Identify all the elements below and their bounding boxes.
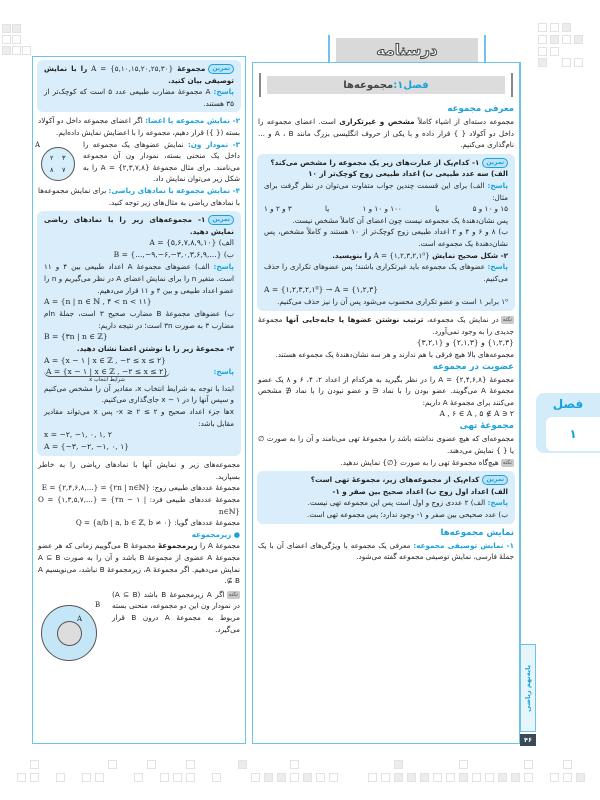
exercise-question: ۱- کدام‌یک از عبارت‌های زیر یک مجموعه را مشخص می‌کند؟ [270,157,480,167]
decorative-square [95,773,104,782]
decorative-square [498,773,507,782]
venn-diagram-small: A ۲ ۳ ۸ ۷ [35,141,79,185]
decorative-square [134,773,143,782]
decorative-square [472,773,481,782]
ex4-q2-answer: پاسخ: A = {x − ۱ | x ∈ ℤ , −۲ ≤ x ≤ ۲} شرایط انتخاب x [46,366,234,383]
decorative-square [251,773,260,782]
decorative-square [56,773,65,782]
item-3-block [33,139,245,185]
exercise-box-1 [257,154,515,311]
exercise-answer-a: پاسخ: الف) برای این قسمت چندین جواب متفاوت می‌توان در نظر گرفت برای مثال: [264,180,508,202]
decorative-square [264,773,273,782]
chapter-side-tab[interactable] [536,393,600,453]
exercise-answer-b: ب) ۸ و ۶ و ۴ و ۲ اعداد طبیعی زوج کوچک‌تر از ۱۰ هستند و کاملاً مشخص، پس نشان‌دهندهٔ یک مجموعه است. [264,227,509,248]
decorative-square [563,773,572,782]
page-number: ۴۶ [520,734,536,746]
membership-paragraph: مجموعهٔ A = {۲,۴,۶,۸} را در نظر بگیرید به هرکدام از اعداد ۲، ۴، ۶ و ۸ یک عضو مجموعهٔ A می‌گویند. عضو بودن را با نماد ∈ و عضو نبودن را با نماد ∉ مشخص می‌کنند برای مجموعهٔ A داریم: [258,374,514,407]
item-3-paragraph: ۳- نمودار ون: نمایش عضوهای یک مجموعه را داخل یک منحنی بسته، نمودار ون آن مجموعه می‌نامند. برای مثال مجموعهٔ A = {۲,۳,۷,۸} را به شکل زیر می‌توان نمایش داد. [83,139,240,184]
exercise-box-4: تمرین۱- مجموعه‌های زیر را با نمادهای ریاضی نمایش دهید. الف) A = {۵,۶,۷,۸,۹,۱۰} ب) B = {...,−۹,−۶,−۳,۰,۳,۶,۹,...} پاسخ: الف) عضوهای مجموعهٔ A اعداد طبیعی بین ۴ و ۱۱ است. متغیر n را برای نمایش اعضای A در نظر می‌گیریم و n را عضو اعداد طبیعی و بین ۴ و ۱۱ قرار می‌دهیم. A = {n | n ∈ ℕ , ۴ < n < ۱۱} ب) عضوهای مجموعهٔ B مضارب صحیح ۳ است، جملهٔ nام مضارب ۳ به صورت ۳n است؛ در نتیجه داریم: B = {۳n | n ∈ ℤ} ۲- مجموعهٔ زیر را با نوشتن اعضا نشان دهید. A = {x − ۱ | x ∈ ℤ , −۲ ≤ x ≤ ۲} پاسخ: A = {x − ۱ | x ∈ ℤ , −۲ ≤ x ≤ ۲} شرایط انتخاب x ابتدا با توجه به شرایط انتخاب x، مقادیر آن را مشخص می‌کنیم و سپس آنها را در x − ۱ جای‌گذاری می‌کنیم. xها جزء اعداد صحیح و ۲ ≥ x ≥ ۲- پس x می‌تواند مقادیر مقابل باشد: x = −۲, −۱, ۰, ۱, ۲ A = {−۳, −۲, −۱, ۰, ۱} [37,211,241,456]
exercise-2-question: ۲- شکل صحیح نمایش A = {۱,۲,۳,۲,۱⁰} را بنویسید. [332,250,508,260]
ex4-set-a: الف) A = {۵,۶,۷,۸,۹,۱۰} [149,238,234,248]
decorative-square [576,773,585,782]
exercise-2-answer: پاسخ: عضوهای یک مجموعه باید غیرتکراری باشند؛ پس عضوهای تکراری را حذف می‌کنیم. [264,262,508,283]
decorative-square [108,760,117,769]
ex4-q2-math: A = {x − ۱ | x ∈ ℤ , −۲ ≤ x ≤ ۲} [44,355,166,365]
special-set-even: مجموعهٔ عددهای طبیعی زوج: E = {۲,۴,۶,۸,...} = {۲n | n∈ℕ} [41,483,240,493]
exercise-3-answer-b: ب) عدد صحیحی بین صفر و ۱- وجود ندارد؛ پس مجموعه تهی است. [307,510,508,520]
subset-heading: ● زیرمجموعه [191,529,240,539]
intro-paragraph: مجموعه دسته‌ای از اشیاء کاملاً مشخص و غیرتکراری است. اعضای مجموعه را داخل دو آکولاد { } قرار داده و با یکی از حروف انگلیسی بزرگ مانند A ، B و ... نام‌گذاری می‌کنیم. [258,117,514,150]
remember-paragraph: مجموعه‌های زیر و نمایش آنها با نمادهای ریاضی را به خاطر بسپارید. [38,460,240,481]
exercise-examples: ۱۵ و ۱۰ و ۵ یا ۱۰۰ و ۱۰ و ۱ یا ۳ و ۲ و ۱ [264,204,508,214]
decorative-square [160,773,169,782]
order-note: نکتهدر نمایش یک مجموعه، ترتیب نوشتن عضوها یا جابه‌جایی آنها مجموعهٔ جدیدی را به وجود نمی‌آورد. [258,314,514,336]
ex4-set-b: ب) B = {...,−۹,−۶,−۳,۰,۳,۶,۹,...} [113,250,234,260]
side-tab-label: فصل [552,397,584,411]
exercise-2-math: A = {۱,۲,۳,۲,۱⁰} → A = {۱,۲,۳} [264,285,379,295]
ex4-q2-expl1: ابتدا با توجه به شرایط انتخاب x، مقادیر آن را مشخص می‌کنیم و سپس آنها را در x − ۱ جای‌گذاری می‌کنیم. [44,383,234,405]
decorative-square [238,760,247,769]
decorative-square [433,773,442,782]
decorative-square [147,760,156,769]
decorative-square [550,773,559,782]
decorative-square [316,773,325,782]
venn-label-a: A [35,140,41,149]
exercise-box-top: تمرینمجموعهٔ A = {۵,۱۰,۱۵,۲۰,۲۵,۳۰} را با نمایش توصیفی بیان کنید. پاسخ: A مجموعهٔ مضارب طبیعی عدد ۵ است که کوچک‌تر از ۳۵ هستند. [37,60,241,112]
membership-math: ۲ ∈ A , ۶ ∈ A , ۵ ∉ A [439,409,514,419]
decorative-square [394,773,403,782]
chapter-label: فصل۱: [393,79,429,91]
decorative-square [303,773,312,782]
note-badge: نکته [502,316,512,323]
ex4-q2-result: A = {−۳, −۲, −۱, ۰, ۱} [44,442,130,452]
decorative-square [511,773,520,782]
ex4-answer-a-math: A = {n | n ∈ ℕ , ۴ < n < ۱۱} [44,297,152,307]
exercise-2-note: ۱⁰ برابر ۱ است و عضو تکراری محسوب می‌شود پس آن را نیز حذف می‌کنیم. [277,297,508,307]
decorative-square [290,773,299,782]
exercise-3-answer-a: پاسخ: الف) ۲ عددی زوج و اول است پس این مجموعه تهی نیست. [307,498,508,508]
exercise-box-3: تمرینکدام‌یک از مجموعه‌های زیر، مجموعهٔ تهی است؟ الف) اعداد اول زوج ب) اعداد صحیح بین صفر و ۱- پاسخ: الف) ۲ عددی زوج و اول است پس این مجموعه تهی نیست. ب) عدد صحیحی بین صفر و ۱- وجود ندارد؛ پس مجموعه تهی است. [257,471,515,523]
decorative-square [290,760,299,769]
decorative-square [186,773,195,782]
decorative-square [368,773,377,782]
decorative-square [524,773,533,782]
decorative-square [30,760,39,769]
venn-label-inner: A [77,614,83,623]
decorative-square [407,773,416,782]
decorative-square [394,760,403,769]
decorative-square [186,760,195,769]
empty-set-paragraph: مجموعه‌ای که هیچ عضوی نداشته باشد را مجموعهٔ تهی می‌نامند و آن را به صورت ∅ یا { } نمایش می‌دهند. [258,434,514,456]
order-conclusion: مجموعه‌های بالا هیچ فرقی با هم ندارند و هر سه نشان‌دهندهٔ یک مجموعه هستند. [275,350,514,360]
chapter-header [259,73,513,97]
decorative-square [446,773,455,782]
decorative-square [212,773,221,782]
item-2-paragraph: ۲- نمایش مجموعه با اعضا: اگر اعضای مجموعه داخل دو آکولاد بسته ({ }) قرار دهیم، مجموعه را با اعضایش نمایش داده‌ایم. [38,116,241,137]
venn-diagram-subset [41,601,103,663]
margin-rule [520,62,521,644]
chapter-name: مجموعه‌ها [343,79,394,91]
ex4-q2-x-values: x = −۲, −۱, ۰, ۱, ۲ [44,430,112,440]
decorative-square [82,773,91,782]
special-set-odd: مجموعهٔ عددهای طبیعی فرد: O = {۱,۳,۵,۷,...} = {۲n − ۱ | n∈ℕ} [38,495,240,516]
subset-note-block [33,587,245,667]
subset-paragraph: مجموعهٔ A را زیرمجموعهٔ مجموعهٔ B می‌گوییم زمانی که هر عضو مجموعهٔ A عضوی از مجموعهٔ B باشد و آن را به صورت A ⊆ B نمایش می‌دهیم. اگر مجموعهٔ A، زیرمجموعهٔ B نباشد، می‌نویسیم A ⊈ B. [38,541,241,586]
section-heading-intro: معرفی مجموعه [447,104,514,114]
decorative-square [459,760,468,769]
section-heading-membership: عضویت در مجموعه [432,361,514,372]
section-heading-display: نمایش مجموعه‌ها [440,527,514,538]
ex4-q2-expl2: xها جزء اعداد صحیح و ۲ ≥ x ≥ ۲- پس x می‌تواند مقادیر مقابل باشد: [44,407,234,428]
decorative-square [485,773,494,782]
display-item-1: ۱- نمایش توصیفی مجموعه: معرفی یک مجموعه با ویژگی‌های اعضای آن با یک جملهٔ فارسی، نمایش توصیفی مجموعه گفته می‌شود. [258,540,514,562]
side-tab-number: ۱ [546,417,600,451]
left-column [32,56,246,744]
exercise-3-options: الف) اعداد اول زوج ب) اعداد صحیح بین صفر و ۱- [332,486,508,496]
book-label: پایه‌نهم ریاضی [520,644,536,732]
special-set-rational: مجموعهٔ عددهای گویا: Q = {a/b | a, b ∈ ℤ, b ≠ ۰} [75,518,240,528]
ex4-q2: ۲- مجموعهٔ زیر را با نوشتن اعضا نشان دهید. [76,344,234,354]
lesson-title: درسنامه [376,41,438,59]
decorative-square [563,760,572,769]
subset-note: نکتهاگر A زیرمجموعهٔ B باشد (A ⊆ B) در نمودار ون این دو مجموعه، منحنی بسته مربوط به مجموعهٔ A درون B قرار می‌گیرد. [112,589,240,634]
decorative-square [420,773,429,782]
ex4-answer-b: ب) عضوهای مجموعهٔ B مضارب صحیح ۳ است، جملهٔ nام مضارب ۳ به صورت ۳n است؛ در نتیجه داریم: [44,309,234,330]
exercise-answer-a2: پس نشان‌دهندهٔ یک مجموعه نیست چون اعضای آن کاملاً مشخص نیست. [292,215,508,225]
section-heading-empty-set: مجموعهٔ تهی [459,421,514,432]
venn-label-outer: B [95,600,101,609]
ex4-answer-a: پاسخ: الف) عضوهای مجموعهٔ A اعداد طبیعی بین ۴ و ۱۱ است. متغیر n را برای نمایش اعضای A در نظر می‌گیریم و n را عضو اعداد طبیعی و بین ۴ و ۱۱ قرار می‌دهیم. [44,262,234,295]
exercise-top-answer: پاسخ: A مجموعهٔ مضارب طبیعی عدد ۵ است که کوچک‌تر از ۳۵ هستند. [44,87,234,108]
exercise-options: الف) سه عدد طبیعی ب) اعداد طبیعی زوج کوچک‌تر از ۱۰ [308,169,508,179]
decorative-square [329,773,338,782]
order-sets: {۱,۲,۳} و {۲,۱,۳} و {۳,۲,۱} [416,338,514,348]
decorative-square [17,773,26,782]
right-column [252,62,520,744]
lesson-title-banner [328,35,486,65]
decorative-square [277,773,286,782]
decorative-square [524,760,533,769]
special-sets-list [33,482,245,528]
item-4-paragraph: ۴- نمایش مجموعه با نمادهای ریاضی: برای نمایش مجموعه‌ها با نمادهای ریاضی به مثال‌های زیر توجه کنید. [38,185,240,207]
decorative-square [173,773,182,782]
bullet-icon: ● [231,529,240,539]
exercise-badge: تمرین [482,158,508,168]
decorative-square [30,773,39,782]
decorative-square [381,773,390,782]
ex4-answer-b-math: B = {۳n | n ∈ ℤ} [44,332,108,342]
empty-set-note: نکتههیچ‌گاه مجموعهٔ تهی را به صورت {∅} نمایش ندهید. [340,457,512,467]
decorative-square [459,773,468,782]
